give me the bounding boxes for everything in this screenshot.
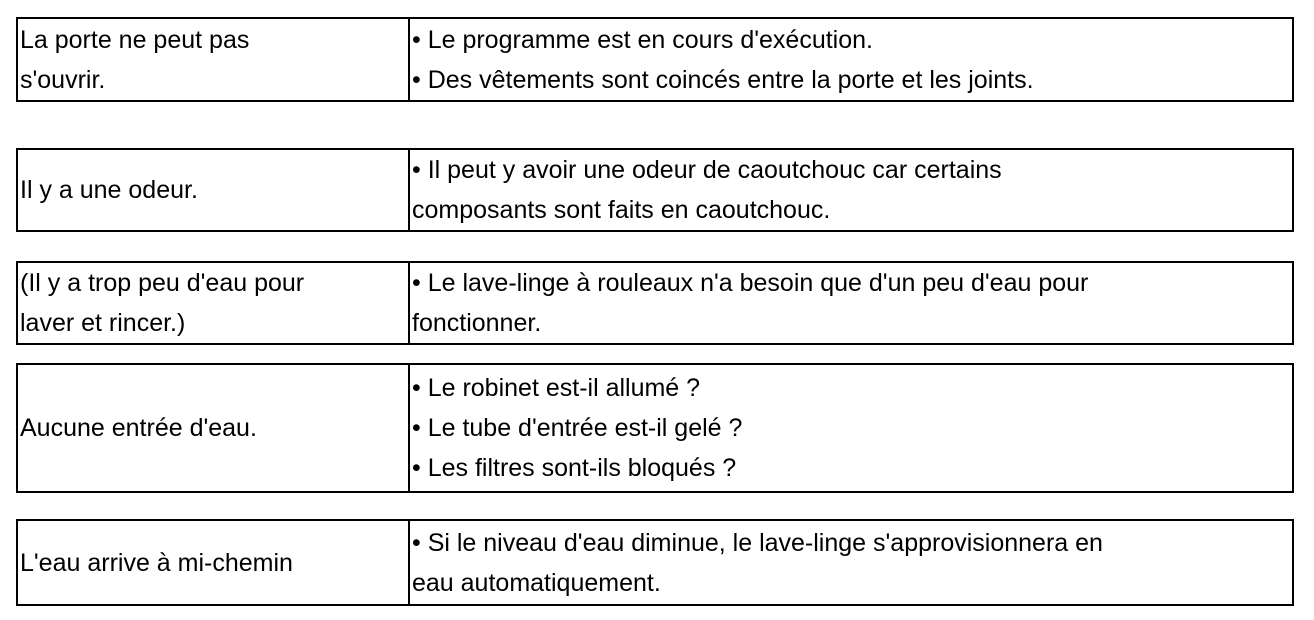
problem-text: s'ouvrir.	[20, 65, 106, 94]
problem-cell	[17, 364, 409, 492]
table-row	[17, 149, 1293, 231]
solution-text: • Le lave-linge à rouleaux n'a besoin que d'un peu d'eau pour	[412, 269, 1089, 297]
troubleshooting-row-water-halfway	[16, 519, 1294, 606]
problem-cell	[17, 262, 409, 344]
problem-text: Il y a une odeur.	[20, 176, 198, 204]
table-row	[17, 364, 1293, 492]
solution-text: composants sont faits en caoutchouc.	[412, 196, 831, 224]
table-row	[17, 520, 1293, 605]
troubleshooting-row-little-water	[16, 261, 1294, 345]
problem-text: L'eau arrive à mi-chemin	[20, 548, 293, 577]
troubleshooting-row-door	[16, 17, 1294, 102]
problem-text: Aucune entrée d'eau.	[20, 414, 257, 442]
table-row	[17, 18, 1293, 101]
solution-cell	[409, 520, 1293, 605]
solution-text: eau automatiquement.	[412, 568, 661, 597]
solution-text: • Il peut y avoir une odeur de caoutchouc car certains	[412, 156, 1002, 184]
solution-text: • Le tube d'entrée est-il gelé ?	[412, 414, 743, 442]
problem-text: laver et rincer.)	[20, 309, 186, 337]
solution-cell	[409, 149, 1293, 231]
troubleshooting-row-no-water-inlet	[16, 363, 1294, 493]
problem-cell	[17, 149, 409, 231]
solution-text: • Le robinet est-il allumé ?	[412, 374, 701, 402]
problem-text: La porte ne peut pas	[20, 25, 250, 54]
solution-text: • Des vêtements sont coincés entre la porte et les joints.	[412, 65, 1034, 94]
troubleshooting-row-odor	[16, 148, 1294, 232]
problem-cell	[17, 520, 409, 605]
table-row	[17, 262, 1293, 344]
solution-text: • Les filtres sont-ils bloqués ?	[412, 454, 737, 482]
solution-cell	[409, 262, 1293, 344]
solution-cell	[409, 18, 1293, 101]
solution-text: • Si le niveau d'eau diminue, le lave-linge s'approvisionnera en	[412, 528, 1103, 557]
solution-cell	[409, 364, 1293, 492]
problem-text: (Il y a trop peu d'eau pour	[20, 269, 305, 297]
problem-cell	[17, 18, 409, 101]
solution-text: fonctionner.	[412, 309, 542, 337]
solution-text: • Le programme est en cours d'exécution.	[412, 25, 873, 54]
